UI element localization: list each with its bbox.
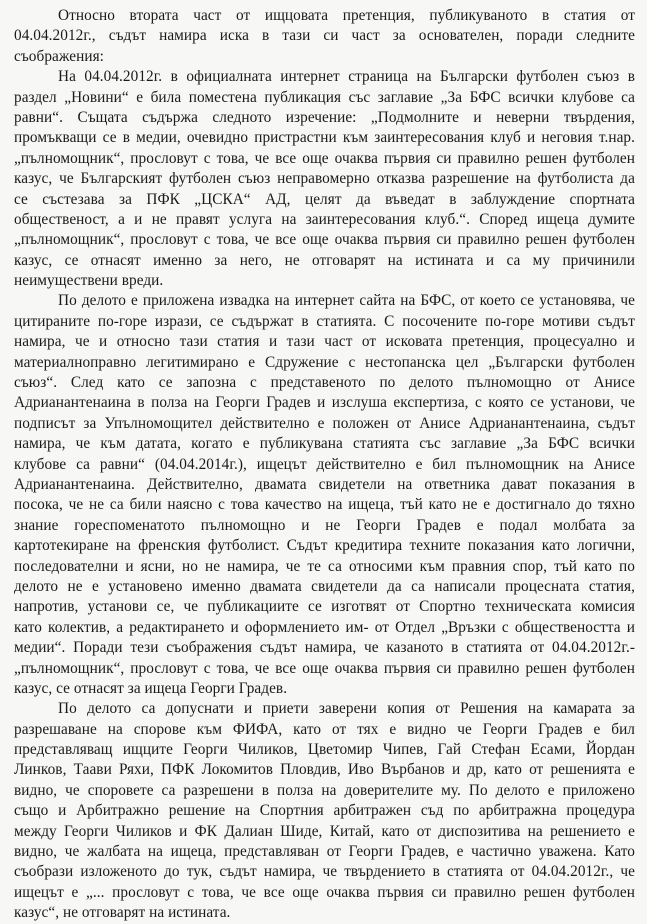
text-line: разрешаване на спорове към ФИФА, като от тях е видно че Георги Градев е бил bbox=[14, 720, 635, 738]
text-line: Адрианантенаина в полза на Георги Градев и изслуша експертиза, с която се установи, че bbox=[14, 394, 635, 412]
text-line: На 04.04.2012г. в официалната интернет страница на Български футболен съюз в bbox=[58, 68, 635, 86]
text-line: посока, че не са били наясно с това качество на ищеца, тъй като не е достигнало до тяхно bbox=[14, 496, 635, 514]
paragraph bbox=[14, 67, 635, 291]
text-line: „пълномощник“, прословут с това, че все още очаква първия си правилно решен футболен bbox=[14, 149, 635, 167]
text-line: напротив, установи се, че публикациите се изготвят от Спортно техническата комисия bbox=[14, 598, 635, 616]
text-line: се състезава за ПФК „ЦСКА“ АД, целят да въведат в заблуждение спортната bbox=[14, 190, 635, 208]
text-line: материалноправно легитимирано е Сдружение с нестопанска цел „Български футболен bbox=[14, 353, 635, 371]
text-line: 04.04.2012г., съдът намира иска в тази си част за основателен, поради следните bbox=[14, 27, 635, 45]
text-line: клубове са равни“ (04.04.2014г.), ищецът действително е бил пълномощник на Анисе bbox=[14, 455, 635, 473]
text-line: съобрази изложеното до тук, съдът намира, че твърдението в статията от 04.04.2012г., че bbox=[14, 863, 635, 881]
text-line: между Георги Чиликов и ФК Далиан Шиде, Китай, като от диспозитива на решението е bbox=[14, 822, 635, 840]
text-line: Относно втората част от ищцовата претенция, публикуваното в статия от bbox=[58, 7, 635, 24]
text-line: равни“. Същата съдържа следното изречение: „Подмолните и неверни твърдения, bbox=[14, 108, 635, 126]
text-line: ищецът е „... прословут с това, че все още очаква първия си правилно решен футболен bbox=[14, 883, 635, 901]
text-line: Линков, Таави Ряхи, ПФК Локомитов Пловдив, Иво Върбанов и др, като от решенията е bbox=[14, 761, 635, 779]
text-line: По делото са допуснати и приети заверени копия от Решения на камарата за bbox=[58, 700, 635, 718]
text-line: „пълномощник“, прословут с това, че все още очаква първия си правилно решен футболен bbox=[14, 659, 635, 677]
text-line: промъкващи се в медии, очевидно пристрастни към заинтересования клуб и неговия т.нар. bbox=[14, 129, 635, 147]
text-line: видно, че споровете са разрешени в полза на доверителите му. По делото е приложено bbox=[14, 781, 635, 799]
text-line: раздел „Новини“ е била поместена публикация със заглавие „За БФС всички клубове са bbox=[14, 88, 635, 106]
text-line: казус“, не отговарят на истината. bbox=[14, 904, 231, 922]
paragraph bbox=[14, 6, 635, 67]
text-line: знание гореспоменатото пълномощно и не Георги Градев е подал молбата за bbox=[14, 516, 635, 534]
text-line: казус, че Българският футболен съюз неправомерно отказва разрешение на футболиста да bbox=[14, 170, 635, 188]
text-line: неимуществени вреди. bbox=[14, 272, 164, 290]
paragraph bbox=[14, 699, 635, 923]
text-line: Адрианантенаина. Действително, двамата свидетели на ответника дават показания в bbox=[14, 475, 635, 493]
text-line: цитираните по-горе изрази, се съдържат в статията. С посочените по-горе мотиви съдът bbox=[14, 312, 635, 330]
text-line: По делото е приложена извадка на интернет сайта на БФС, от което се установява, че bbox=[58, 292, 635, 310]
text-line: „пълномощник“, прословут с това, че все още очаква първия си правилно решен футболен bbox=[14, 231, 635, 249]
text-line: делото не е установено именно двамата свидетели да са написали процесната статия, bbox=[14, 577, 635, 595]
text-line: съображения: bbox=[14, 47, 104, 65]
text-line: като колектив, а редактирането и оформлението им- от Отдел „Връзки с обществеността и bbox=[14, 618, 635, 636]
text-line: казус, се отнасят за ищеца Георги Градев. bbox=[14, 679, 288, 697]
text-line: намира, че към датата, когато е публикувана статията със заглавие „За БФС всички bbox=[14, 435, 635, 453]
text-line: съюз“. След като се запозна с представеното по делото пълномощно от Анисе bbox=[14, 374, 635, 392]
text-line: картотекиране на френския футболист. Съдът кредитира техните показания като логични, bbox=[14, 537, 635, 555]
text-line: видно, че жалбата на ищеца, представляван от Георги Градев, е частично уважена. Като bbox=[14, 843, 635, 861]
text-line: също и Арбитражно решение на Спортния арбитражен съд по арбитражна процедура bbox=[14, 802, 635, 820]
text-line: общественост, а и не правят услуга на заинтересования клуб.“. Според ищеца думите bbox=[14, 210, 635, 228]
text-line: намира, че и относно тази статия и тази част от исковата претенция, процесуално и bbox=[14, 333, 635, 351]
text-line: последователни и ясни, но не намира, че те са относими към правния спор, тъй като по bbox=[14, 557, 635, 575]
text-line: казус, се отнасят именно за него, не отговарят на истината и са му причинили bbox=[14, 251, 635, 269]
text-line: подписът за Упълномощител действително е положен от Анисе Адрианантенаина, съдът bbox=[14, 414, 635, 432]
paragraph bbox=[14, 291, 635, 699]
text-line: представляващ ищците Георги Чиликов, Цветомир Чипев, Гай Стефан Есами, Йордан bbox=[14, 741, 635, 759]
text-line: медии“. Поради тези съображения съдът намира, че казаното в статията от 04.04.2012г.- bbox=[14, 639, 635, 657]
